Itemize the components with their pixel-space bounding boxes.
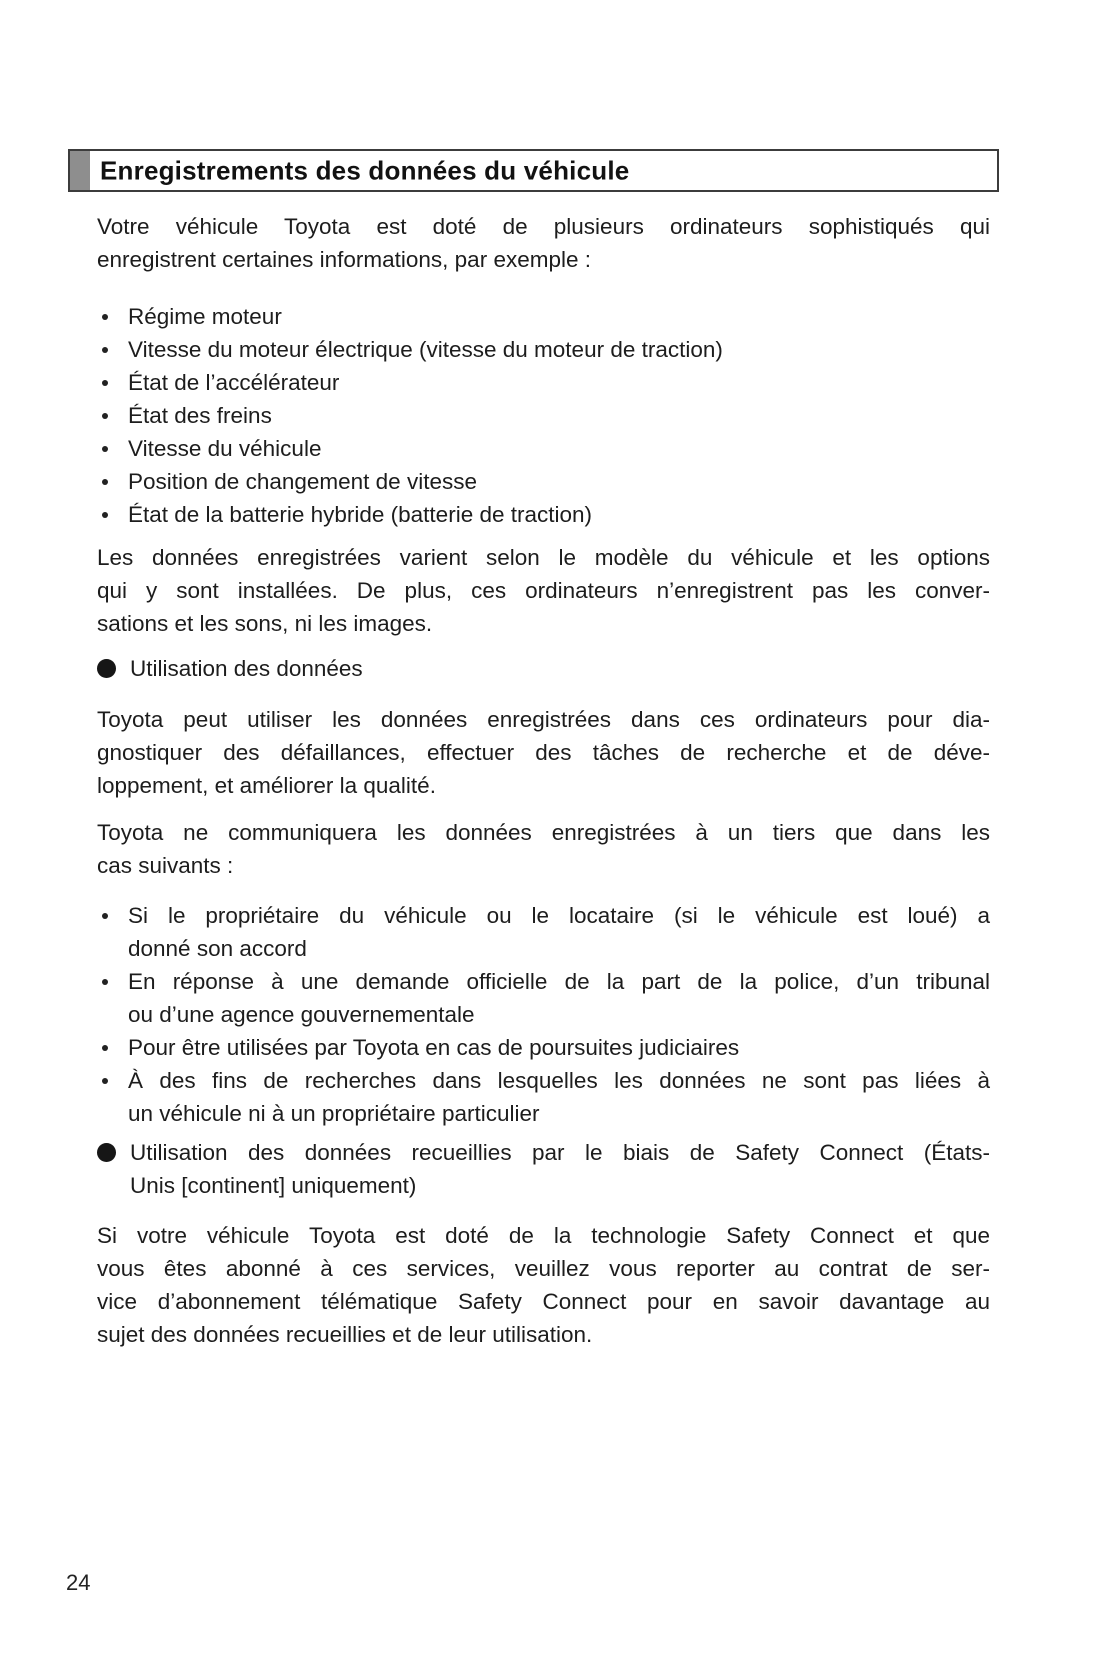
- text-line: Vitesse du véhicule: [128, 436, 322, 461]
- list-item: [97, 333, 990, 366]
- list-item-text: [128, 498, 990, 531]
- text-line: ou d’une agence gouvernementale: [128, 1002, 475, 1027]
- list-item: [97, 498, 990, 531]
- bullet-list: [97, 300, 990, 531]
- list-item-text: [128, 399, 990, 432]
- text-line: Votre véhicule Toyota est doté de plusieurs ordinateurs sophistiqués qui: [97, 214, 990, 239]
- list-item: [97, 1064, 990, 1130]
- dot-item: [97, 652, 990, 685]
- section-title-box: [68, 149, 999, 192]
- list-item: [97, 432, 990, 465]
- dot-bullet-icon: [97, 1143, 116, 1162]
- list-item-text: [128, 366, 990, 399]
- text-line: loppement, et améliorer la qualité.: [97, 773, 436, 798]
- dot-item-text: [130, 652, 990, 685]
- list-item: [97, 300, 990, 333]
- text-line: Vitesse du moteur électrique (vitesse du moteur de traction): [128, 337, 723, 362]
- list-item-text: [128, 432, 990, 465]
- list-item-text: [128, 965, 990, 1031]
- bullet-icon: [102, 979, 108, 985]
- page-number: 24: [66, 1570, 91, 1595]
- text-line: À des fins de recherches dans lesquelles les données ne sont pas liées à: [128, 1068, 990, 1093]
- text-line: Unis [continent] uniquement): [130, 1173, 417, 1198]
- paragraph: [97, 703, 990, 802]
- text-line: sations et les sons, ni les images.: [97, 611, 433, 636]
- text-line: donné son accord: [128, 936, 307, 961]
- list-item: [97, 465, 990, 498]
- text-line: Toyota ne communiquera les données enregistrées à un tiers que dans les: [97, 820, 990, 845]
- list-item-text: [128, 465, 990, 498]
- text-line: cas suivants :: [97, 853, 234, 878]
- text-line: État de la batterie hybride (batterie de traction): [128, 502, 593, 527]
- text-line: Les données enregistrées varient selon le modèle du véhicule et les options: [97, 545, 990, 570]
- list-item-text: [128, 1031, 990, 1064]
- bullet-list: [97, 899, 990, 1130]
- list-item: [97, 399, 990, 432]
- text-line: Régime moteur: [128, 304, 282, 329]
- text-line: vice d’abonnement télématique Safety Connect pour en savoir davantage au: [97, 1289, 990, 1314]
- bullet-icon: [102, 446, 108, 452]
- text-line: État des freins: [128, 403, 272, 428]
- paragraph: [97, 816, 990, 882]
- list-item: [97, 1031, 990, 1064]
- dot-bullet-icon: [97, 659, 116, 678]
- text-line: Si le propriétaire du véhicule ou le locataire (si le véhicule est loué) a: [128, 903, 990, 928]
- bullet-icon: [102, 413, 108, 419]
- text-line: vous êtes abonné à ces services, veuillez vous reporter au contrat de ser-: [97, 1256, 990, 1281]
- text-line: qui y sont installées. De plus, ces ordinateurs n’enregistrent pas les conver-: [97, 578, 990, 603]
- bullet-icon: [102, 1045, 108, 1051]
- text-line: État de l’accélérateur: [128, 370, 340, 395]
- text-line: Pour être utilisées par Toyota en cas de poursuites judiciaires: [128, 1035, 740, 1060]
- list-item: [97, 965, 990, 1031]
- text-line: Utilisation des données recueillies par le biais de Safety Connect (États-: [130, 1140, 990, 1165]
- text-line: En réponse à une demande officielle de la part de la police, d’un tribunal: [128, 969, 990, 994]
- list-item: [97, 899, 990, 965]
- text-line: enregistrent certaines informations, par exemple :: [97, 247, 591, 272]
- section-title: Enregistrements des données du véhicule: [100, 155, 630, 185]
- bullet-icon: [102, 380, 108, 386]
- list-item-text: [128, 1064, 990, 1130]
- paragraph: [97, 541, 990, 640]
- bullet-icon: [102, 913, 108, 919]
- bullet-icon: [102, 512, 108, 518]
- list-item-text: [128, 300, 990, 333]
- text-line: gnostiquer des défaillances, effectuer des tâches de recherche et de déve-: [97, 740, 990, 765]
- section-title-tab: [70, 151, 90, 190]
- text-line: sujet des données recueillies et de leur utilisation.: [97, 1322, 593, 1347]
- list-item: [97, 366, 990, 399]
- text-line: Si votre véhicule Toyota est doté de la technologie Safety Connect et que: [97, 1223, 990, 1248]
- text-line: Position de changement de vitesse: [128, 469, 477, 494]
- bullet-icon: [102, 314, 108, 320]
- text-line: un véhicule ni à un propriétaire particulier: [128, 1101, 540, 1126]
- text-line: Toyota peut utiliser les données enregistrées dans ces ordinateurs pour dia-: [97, 707, 990, 732]
- bullet-icon: [102, 347, 108, 353]
- bullet-icon: [102, 479, 108, 485]
- content: [97, 210, 990, 1351]
- dot-item-text: [130, 1136, 990, 1202]
- list-item-text: [128, 333, 990, 366]
- paragraph: [97, 210, 990, 276]
- paragraph: [97, 1219, 990, 1351]
- bullet-icon: [102, 1078, 108, 1084]
- dot-item: [97, 1136, 990, 1202]
- list-item-text: [128, 899, 990, 965]
- text-line: Utilisation des données: [130, 656, 363, 681]
